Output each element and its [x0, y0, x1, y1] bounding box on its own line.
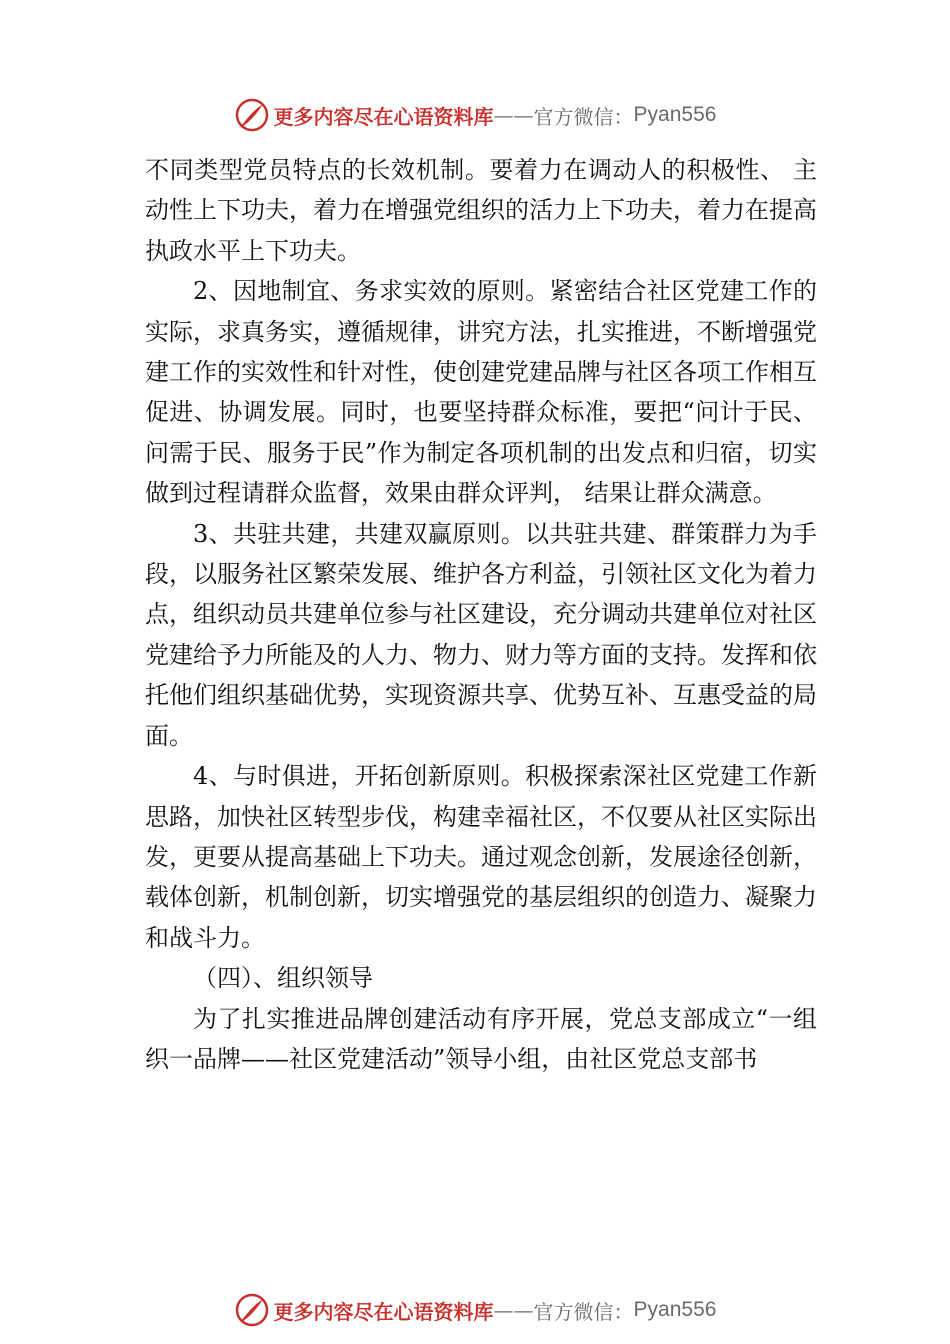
paragraph-organization: 为了扎实推进品牌创建活动有序开展，党总支部成立“一组织一品牌——社区党建活动”领导小组，由社区党总支部书 [145, 1004, 817, 1073]
section-heading: （四）、组织领导 [193, 964, 373, 993]
watermark-gray-text: 官方微信： [533, 1299, 634, 1324]
quill-logo-icon [234, 97, 270, 133]
paragraph-principle-2: 2、因地制宜、务求实效的原则。紧密结合社区党建工作的实际，求真务实，遵循规律，讲究方法，扎实推进，不断增强党建工作的实效性和针对性，使创建党建品牌与社区各项工作相互促进、协调发展。同时，也要坚持群众标准，要把“问计于民、问需于民、服务于民”作为制定各项机制的出发点和归宿，切实做到过程请群众监督，效果由群众评判， 结果让群众满意。 [145, 277, 817, 508]
paragraph-continuation: 不同类型党员特点的长效机制。要着力在调动人的积极性、 主动性上下功夫，着力在增强党组织的活力上下功夫，着力在提高执政水平上下功夫。 [145, 156, 817, 265]
watermark-wechat-id: Pyan556 [633, 1298, 717, 1321]
watermark-wechat-id: Pyan556 [633, 103, 717, 126]
quill-logo-icon [234, 1292, 270, 1328]
watermark-red-text: 更多内容尽在心语资料库 [273, 104, 494, 129]
watermark-dash: —— [493, 1298, 534, 1322]
watermark-dash: —— [493, 103, 534, 127]
watermark-header [0, 95, 950, 135]
paragraph-principle-3: 3、共驻共建，共建双赢原则。以共驻共建、群策群力为手段，以服务社区繁荣发展、维护各方利益，引领社区文化为着力点，组织动员共建单位参与社区建设，充分调动共建单位对社区党建给予力所能及的人力、物力、财力等方面的支持。发挥和依托他们组织基础优势，实现资源共享、优势互补、互惠受益的局面。 [145, 519, 817, 750]
paragraph-principle-4: 4、与时俱进，开拓创新原则。积极探索深社区党建工作新思路，加快社区转型步伐，构建幸福社区，不仅要从社区实际出发，更要从提高基础上下功夫。通过观念创新，发展途径创新，载体创新，机制创新，切实增强党的基层组织的创造力、凝聚力和战斗力。 [145, 762, 817, 952]
watermark-gray-text: 官方微信： [533, 104, 634, 129]
watermark-red-text: 更多内容尽在心语资料库 [273, 1299, 494, 1324]
watermark-footer [0, 1290, 950, 1330]
document-body [145, 150, 817, 1079]
